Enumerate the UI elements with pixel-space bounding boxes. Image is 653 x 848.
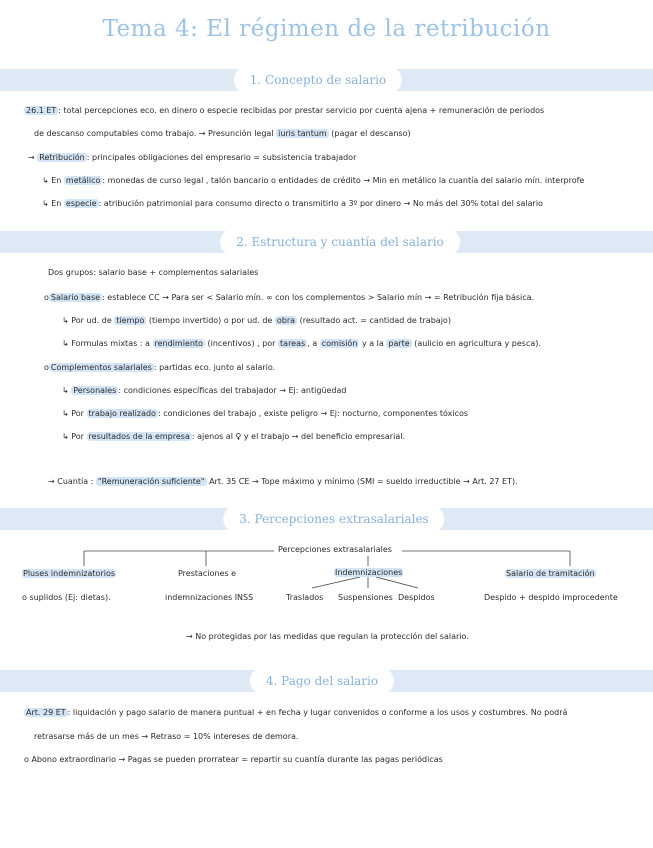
tree-node-pluses: Pluses indemnizatorios	[23, 569, 116, 578]
personales-line: ↳ Personales : condiciones específicas del trabajador → Ej: antigüedad	[62, 386, 347, 395]
estructura-intro: Dos grupos: salario base + complementos salariales	[48, 268, 259, 277]
tree-leaf-suspensiones: Suspensiones	[338, 593, 393, 602]
formulas-mixtas-line: ↳ Formulas mixtas : a rendimiento (incentivos) , por tareas , a comisión y a la parte (aulicio en agricultura y pesca).	[62, 339, 541, 348]
complementos-line: o Complementos salariales : partidas eco. junto al salario.	[44, 363, 276, 372]
tree-node-indemnizaciones: Indemnizaciones	[335, 568, 403, 577]
section-heading-2: 2. Estructura y cuantía del salario	[220, 228, 460, 256]
tree-node-tramitacion-detail: Despido + despido improcedente	[484, 593, 618, 602]
concepto-line-5: ↳ En especie : atribución patrimonial para consumo directo o transmitirlo a 3º por dinero → No más del 30% total del salario	[42, 199, 543, 208]
pago-line-3: o Abono extraordinario → Pagas se pueden prorratear = repartir su cuantía durante las pagas periódicas	[24, 755, 443, 764]
base-tiempo-line: ↳ Por ud. de tiempo (tiempo invertido) o por ud. de obra (resultado act. = cantidad de trabajo)	[62, 316, 451, 325]
tree-node-pluses-detail: o suplidos (Ej: dietas).	[22, 593, 111, 602]
section-heading-4: 4. Pago del salario	[250, 667, 394, 695]
tree-node-prestaciones-detail: indemnizaciones INSS	[165, 593, 254, 602]
concepto-line-2: de descanso computables como trabajo. → Presunción legal iuris tantum (pagar el descanso)	[34, 129, 411, 138]
pago-line-2: retrasarse más de un mes → Retraso = 10% intereses de demora.	[34, 732, 299, 741]
extrasalariales-note: → No protegidas por las medidas que regulan la protección del salario.	[186, 632, 469, 641]
concepto-line-1: 26.1 ET : total percepciones eco. en dinero o especie recibidas por prestar servicio por cuenta ajena + remuneración de periodos	[26, 106, 545, 115]
pago-line-1: Art. 29 ET : liquidación y pago salario de manera puntual + en fecha y lugar convenidos o conforme a los usos y costumbres. No podrá	[26, 708, 568, 717]
tree-root: Percepciones extrasalariales	[278, 545, 392, 554]
resultados-line: ↳ Por resultados de la empresa : ajenos al ♀ y el trabajo → del beneficio empresarial.	[62, 432, 405, 441]
section-band-4	[0, 670, 653, 692]
section-heading-3: 3. Percepciones extrasalariales	[223, 505, 444, 533]
tree-leaf-despidos: Despidos	[398, 593, 435, 602]
concepto-line-3: → Retribución : principales obligaciones del empresario = subsistencia trabajador	[28, 153, 357, 162]
section-heading-1: 1. Concepto de salario	[234, 66, 402, 94]
cuantia-line: → Cuantía : "Remuneración suficiente" Art. 35 CE → Tope máximo y mínimo (SMI = sueldo irreductible → Art. 27 ET).	[48, 477, 518, 486]
tree-leaf-traslados: Traslados	[286, 593, 324, 602]
article-tag: 26.1 ET	[26, 106, 57, 115]
concepto-line-4: ↳ En metálico : monedas de curso legal , talón bancario o entidades de crédito → Min en metálico la cuantía del salario mín. interprofe	[42, 176, 585, 185]
trabajo-realizado-line: ↳ Por trabajo realizado : condiciones del trabajo , existe peligro → Ej: nocturno, componentes tóxicos	[62, 409, 469, 418]
page-title: Tema 4: El régimen de la retribución	[102, 16, 551, 42]
salario-base-line: o Salario base : establece CC → Para ser < Salario mín. ∞ con los complementos > Salario mín → = Retribución fija básica.	[44, 293, 535, 302]
tree-node-tramitacion: Salario de tramitación	[506, 569, 595, 578]
tree-node-prestaciones: Prestaciones e	[178, 569, 237, 578]
